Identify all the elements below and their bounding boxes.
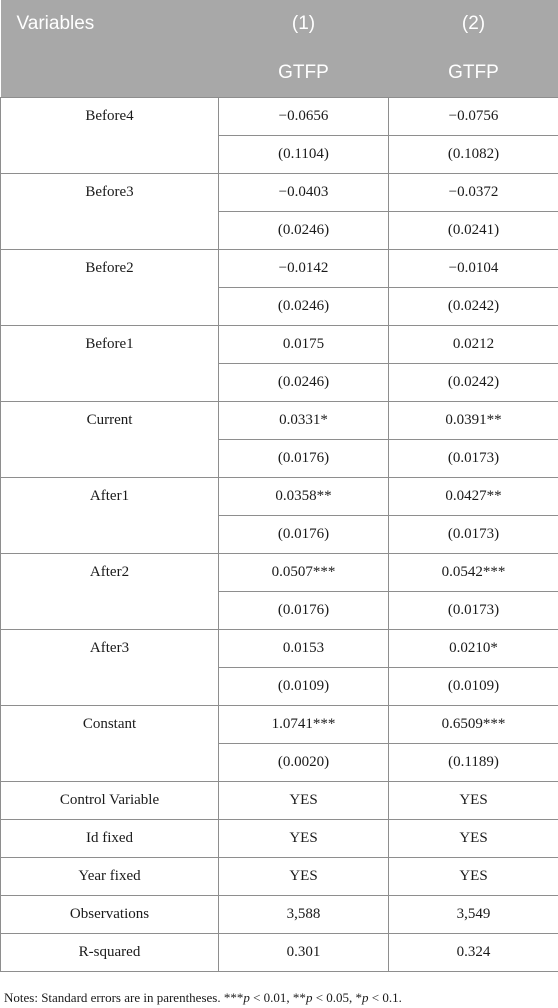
- row-label: Before1: [1, 326, 219, 402]
- se-col-1: (0.0246): [219, 212, 389, 250]
- coef-col-2: 0.0391**: [389, 402, 558, 440]
- stat-col-2: 0.324: [389, 934, 558, 972]
- se-col-1: (0.0020): [219, 744, 389, 782]
- se-col-2: (0.0241): [389, 212, 558, 250]
- notes-prefix: Notes: Standard errors are in parentheses. ***: [4, 990, 244, 1005]
- table-row-stat: [1, 782, 558, 820]
- table-row-coef: [1, 174, 558, 212]
- coef-col-1: 0.0507***: [219, 554, 389, 592]
- table-row-coef: [1, 630, 558, 668]
- stat-col-2: YES: [389, 858, 558, 896]
- se-col-2: (0.0109): [389, 668, 558, 706]
- se-col-2: (0.0173): [389, 440, 558, 478]
- header-col-1: (1): [219, 0, 389, 48]
- se-col-2: (0.1189): [389, 744, 558, 782]
- row-label: Current: [1, 402, 219, 478]
- coef-col-1: −0.0142: [219, 250, 389, 288]
- coef-col-1: −0.0403: [219, 174, 389, 212]
- row-label: Before4: [1, 98, 219, 174]
- coef-col-1: 0.0358**: [219, 478, 389, 516]
- stat-col-1: YES: [219, 782, 389, 820]
- stat-col-1: 3,588: [219, 896, 389, 934]
- table-row-stat: [1, 820, 558, 858]
- coef-col-2: 0.6509***: [389, 706, 558, 744]
- coef-col-2: −0.0104: [389, 250, 558, 288]
- se-col-2: (0.0242): [389, 288, 558, 326]
- coef-col-1: −0.0656: [219, 98, 389, 136]
- table-row-coef: [1, 554, 558, 592]
- stat-label: Control Variable: [1, 782, 219, 820]
- table-notes: [4, 990, 402, 1006]
- stat-col-2: YES: [389, 820, 558, 858]
- se-col-1: (0.0246): [219, 288, 389, 326]
- se-col-1: (0.0176): [219, 516, 389, 554]
- stat-col-1: 0.301: [219, 934, 389, 972]
- coef-col-1: 0.0153: [219, 630, 389, 668]
- row-label: After1: [1, 478, 219, 554]
- row-label: Before3: [1, 174, 219, 250]
- stat-col-2: 3,549: [389, 896, 558, 934]
- table-row-stat: [1, 896, 558, 934]
- se-col-1: (0.0109): [219, 668, 389, 706]
- notes-t3: < 0.1.: [368, 990, 402, 1005]
- coef-col-1: 0.0175: [219, 326, 389, 364]
- notes-t1: < 0.01, **: [249, 990, 306, 1005]
- stat-col-1: YES: [219, 858, 389, 896]
- se-col-1: (0.0176): [219, 440, 389, 478]
- table-row-coef: [1, 326, 558, 364]
- coef-col-2: 0.0212: [389, 326, 558, 364]
- coef-col-2: 0.0542***: [389, 554, 558, 592]
- se-col-1: (0.0176): [219, 592, 389, 630]
- row-label: Before2: [1, 250, 219, 326]
- coef-col-2: 0.0210*: [389, 630, 558, 668]
- header-row-columns: [1, 0, 558, 48]
- table-row-coef: [1, 706, 558, 744]
- table-row-stat: [1, 934, 558, 972]
- stat-col-1: YES: [219, 820, 389, 858]
- se-col-2: (0.1082): [389, 136, 558, 174]
- notes-p-1: p: [243, 990, 250, 1005]
- stat-label: R-squared: [1, 934, 219, 972]
- table-header: [1, 0, 558, 98]
- stat-label: Observations: [1, 896, 219, 934]
- row-label: Constant: [1, 706, 219, 782]
- se-col-1: (0.0246): [219, 364, 389, 402]
- coef-col-2: −0.0756: [389, 98, 558, 136]
- table-row-coef: [1, 98, 558, 136]
- coef-col-1: 0.0331*: [219, 402, 389, 440]
- table-body: [1, 98, 558, 972]
- notes-t2: < 0.05, *: [312, 990, 363, 1005]
- header-dep-2: GTFP: [389, 48, 558, 98]
- header-row-dependent: [1, 48, 558, 98]
- stat-label: Id fixed: [1, 820, 219, 858]
- row-label: After3: [1, 630, 219, 706]
- coef-col-1: 1.0741***: [219, 706, 389, 744]
- stat-col-2: YES: [389, 782, 558, 820]
- header-dep-1: GTFP: [219, 48, 389, 98]
- se-col-2: (0.0173): [389, 516, 558, 554]
- row-label: After2: [1, 554, 219, 630]
- se-col-2: (0.0242): [389, 364, 558, 402]
- notes-p-3: p: [362, 990, 369, 1005]
- header-variables: Variables: [1, 0, 219, 48]
- header-col-2: (2): [389, 0, 558, 48]
- se-col-1: (0.1104): [219, 136, 389, 174]
- table-row-stat: [1, 858, 558, 896]
- notes-p-2: p: [305, 990, 313, 1005]
- stat-label: Year fixed: [1, 858, 219, 896]
- header-blank: [1, 48, 219, 98]
- table-row-coef: [1, 478, 558, 516]
- table-row-coef: [1, 250, 558, 288]
- table-row-coef: [1, 402, 558, 440]
- coef-col-2: 0.0427**: [389, 478, 558, 516]
- coef-col-2: −0.0372: [389, 174, 558, 212]
- se-col-2: (0.0173): [389, 592, 558, 630]
